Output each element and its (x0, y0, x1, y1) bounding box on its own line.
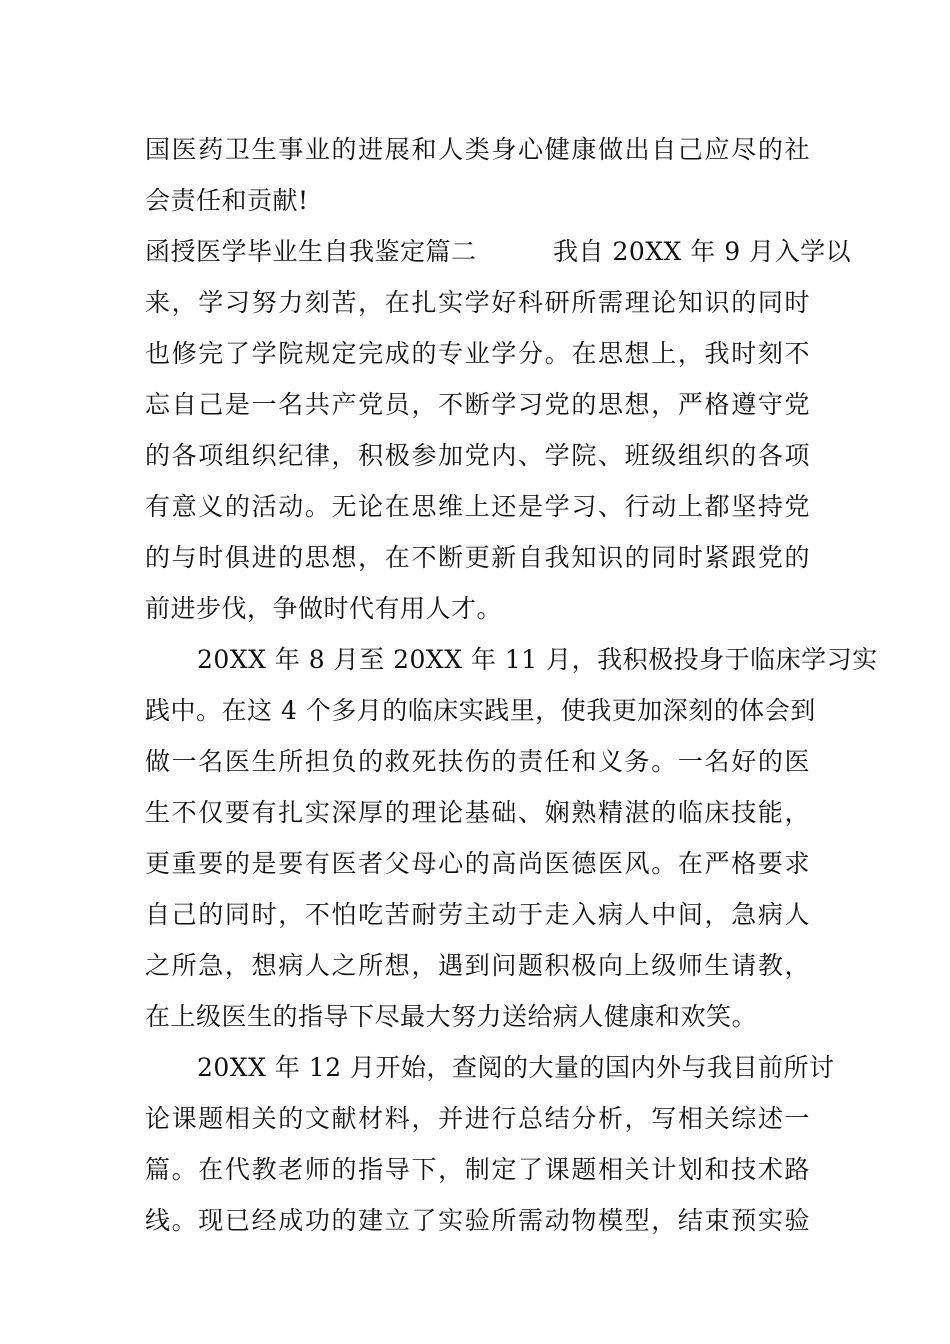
paragraph-line: 来，学习努力刻苦，在扎实学好科研所需理论知识的同时 (145, 288, 810, 317)
paragraph-line: 国医药卫生事业的进展和人类身心健康做出自己应尽的社 (145, 135, 810, 164)
paragraph-line: 线。现已经成功的建立了实验所需动物模型，结束预实验 (145, 1206, 810, 1235)
paragraph-line: 前进步伐，争做时代有用人才。 (145, 594, 503, 623)
paragraph-line: 自己的同时，不怕吃苦耐劳主动于走入病人中间，急病人 (145, 900, 810, 929)
paragraph-line: 忘自己是一名共产党员，不断学习党的思想，严格遵守党 (145, 390, 810, 419)
paragraph-line: 的与时俱进的思想，在不断更新自我知识的同时紧跟党的 (145, 543, 810, 572)
paragraph-line: 篇。在代教老师的指导下，制定了课题相关计划和技术路 (145, 1155, 810, 1184)
paragraph-line: 的各项组织纪律，积极参加党内、学院、班级组织的各项 (145, 441, 810, 470)
paragraph-line: 做一名医生所担负的救死扶伤的责任和义务。一名好的医 (145, 747, 810, 776)
paragraph-line: 生不仅要有扎实深厚的理论基础、娴熟精湛的临床技能， (145, 798, 810, 827)
paragraph-line: 论课题相关的文献材料，并进行总结分析，写相关综述一 (145, 1104, 810, 1133)
paragraph-line: 在上级医生的指导下尽最大努力送给病人健康和欢笑。 (145, 1002, 758, 1031)
paragraph-line: 20XX 年 8 月至 20XX 年 11 月，我积极投身于临床学习实 (197, 645, 878, 674)
paragraph-line: 践中。在这 4 个多月的临床实践里，使我更加深刻的体会到 (145, 696, 816, 725)
paragraph-line: 之所急，想病人之所想，遇到问题积极向上级师生请教， (145, 951, 810, 980)
paragraph-line: 会责任和贡献! (145, 186, 309, 215)
section-heading-line: 函授医学毕业生自我鉴定篇二 我自 20XX 年 9 月入学以 (145, 237, 852, 266)
paragraph-line: 20XX 年 12 月开始，查阅的大量的国内外与我目前所讨 (197, 1053, 835, 1082)
paragraph-line: 更重要的是要有医者父母心的高尚医德医风。在严格要求 (145, 849, 810, 878)
paragraph-line: 有意义的活动。无论在思维上还是学习、行动上都坚持党 (145, 492, 810, 521)
paragraph-line: 也修完了学院规定完成的专业学分。在思想上，我时刻不 (145, 339, 810, 368)
